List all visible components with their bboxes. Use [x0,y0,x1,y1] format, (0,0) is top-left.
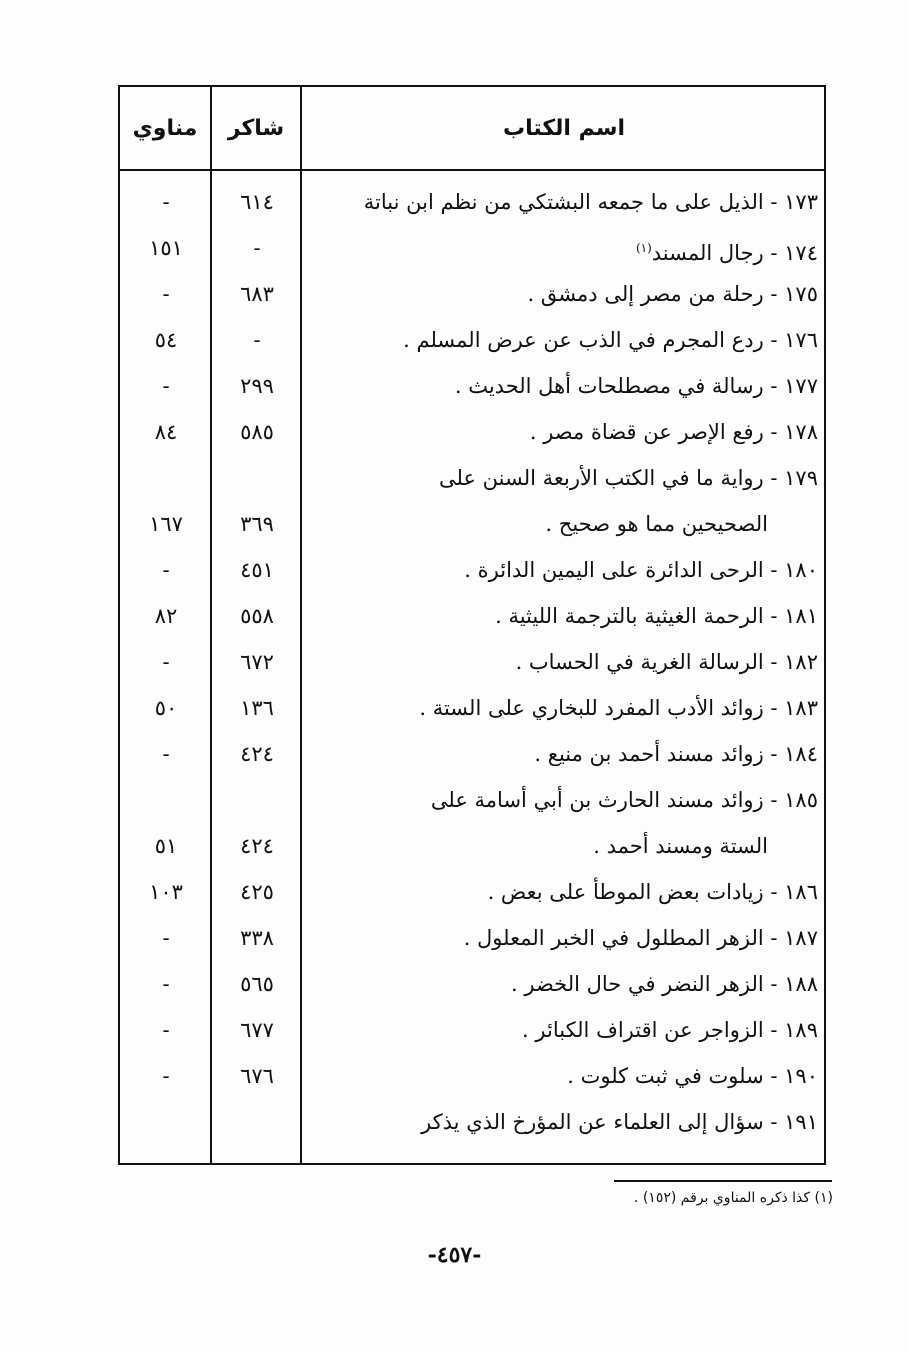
book-title: ١٨٣ - زوائد الأدب المفرد للبخاري على الستة . [419,696,818,720]
table-row [120,639,824,685]
table-row [120,1099,824,1145]
book-title: ١٧٦ - ردع المجرم في الذب عن عرض المسلم . [403,328,818,352]
book-title: ١٨٧ - الزهر المطلول في الخبر المعلول . [463,926,818,950]
table-row [120,271,824,317]
manawi-number: ٥١ [154,834,178,858]
shaker-number [212,1099,302,1145]
manawi-number: ١٦٧ [149,512,183,536]
shaker-number: ٤٢٤ [240,834,274,858]
footnote-divider [614,1180,832,1182]
table-row [120,1053,824,1099]
table-row [120,317,824,363]
book-title-cell [306,271,824,317]
table-row [120,961,824,1007]
shaker-number: ٥٥٨ [240,604,274,628]
book-title: ١٨٤ - زوائد مسند أحمد بن منيع . [534,742,818,766]
header-shaker: شاكر [227,116,285,141]
shaker-number: ٤٢٤ [240,742,274,766]
book-title: ١٧٩ - رواية ما في الكتب الأربعة السنن على [438,466,818,490]
book-title: ١٩٠ - سلوت في ثبت كلوت . [567,1064,818,1088]
table-row [120,685,824,731]
book-title-cell [306,179,824,225]
book-title: ١٨٥ - زوائد مسند الحارث بن أبي أسامة على [430,788,818,812]
shaker-number: ٦١٤ [240,190,274,214]
header-book-name: اسم الكتاب [502,116,626,141]
book-title-cell [306,547,824,593]
table-row [120,869,824,915]
book-title-cell [306,409,824,455]
book-title-continuation: الستة ومسند أحمد . [593,834,768,858]
book-title: ١٨٦ - زيادات بعض الموطأ على بعض . [487,880,818,904]
manawi-number: - [162,190,170,214]
manawi-number: - [162,1064,170,1088]
book-title: ١٧٧ - رسالة في مصطلحات أهل الحديث . [454,374,818,398]
manawi-number: ٨٤ [154,420,178,444]
book-title: ١٧٤ - رجال المسند [651,241,818,265]
book-title-cell [306,363,824,409]
table-row [120,409,824,455]
book-title-cell [306,455,824,547]
table-row [120,731,824,777]
book-title-cell [306,317,824,363]
manawi-number: - [162,282,170,306]
table-row [120,179,824,225]
shaker-number: ٤٢٥ [240,880,274,904]
table-row [120,363,824,409]
book-title: ١٨٢ - الرسالة الغرية في الحساب . [515,650,818,674]
manawi-number: ٨٢ [154,604,178,628]
shaker-number: ٤٥١ [240,558,274,582]
book-title: ١٨١ - الرحمة الغيثية بالترجمة الليثية . [495,604,818,628]
shaker-number: ٦٧٦ [240,1064,274,1088]
manawi-number [120,1099,212,1145]
table-row [120,225,824,271]
book-title-cell [306,869,824,915]
shaker-number: ٣٣٨ [240,926,274,950]
table-body [120,179,824,1145]
shaker-number: ٣٦٩ [240,512,274,536]
shaker-number: ١٣٦ [240,696,274,720]
manawi-number: - [162,1018,170,1042]
table-row [120,547,824,593]
book-title-cell [306,685,824,731]
manawi-number: ٥٤ [154,328,178,352]
shaker-number: ٥٦٥ [240,972,274,996]
manawi-number: - [162,972,170,996]
book-title-cell [306,225,824,271]
shaker-number: ٢٩٩ [240,374,274,398]
book-title: ١٧٥ - رحلة من مصر إلى دمشق . [527,282,818,306]
book-title: ١٧٣ - الذيل على ما جمعه البشتكي من نظم ابن نباتة [363,190,818,214]
book-title: ١٧٨ - رفع الإصر عن قضاة مصر . [529,420,818,444]
shaker-number: ٥٨٥ [240,420,274,444]
manawi-number: - [162,650,170,674]
manawi-number: ١٠٣ [149,880,183,904]
book-title: ١٨٩ - الزواجر عن اقتراف الكبائر . [522,1018,818,1042]
book-title-cell [306,593,824,639]
header-divider [120,169,824,171]
shaker-number: ٦٧٧ [240,1018,274,1042]
books-table [118,85,826,1165]
book-title-cell [306,961,824,1007]
book-title-cell [306,1007,824,1053]
shaker-number: - [253,328,261,352]
manawi-number: ١٥١ [149,236,183,260]
book-title: ١٩١ - سؤال إلى العلماء عن المؤرخ الذي يذكر [421,1110,818,1134]
shaker-number: ٦٨٣ [240,282,274,306]
table-row [120,915,824,961]
manawi-number: - [162,742,170,766]
manawi-number: - [162,374,170,398]
footnote-reference: (١) [635,241,652,255]
manawi-number: - [162,926,170,950]
table-row [120,1007,824,1053]
shaker-number: - [253,236,261,260]
table-row [120,455,824,547]
book-title-cell [306,1053,824,1099]
shaker-number: ٦٧٢ [240,650,274,674]
manawi-number: ٥٠ [154,696,178,720]
manawi-number: - [162,558,170,582]
table-row [120,593,824,639]
book-title-cell [306,777,824,869]
book-title: ١٨٠ - الرحى الدائرة على اليمين الدائرة . [464,558,818,582]
page-number: -٤٥٧- [427,1242,482,1268]
book-title-continuation: الصحيحين مما هو صحيح . [545,512,768,536]
header-manawi: مناوي [132,116,198,141]
footnote: (١) كذا ذكره المناوي برقم (١٥٢) . [633,1190,833,1206]
table-row [120,777,824,869]
book-title-cell [306,1099,824,1145]
book-title-cell [306,639,824,685]
book-title-cell [306,915,824,961]
book-title: ١٨٨ - الزهر النضر في حال الخضر . [511,972,818,996]
book-title-cell [306,731,824,777]
